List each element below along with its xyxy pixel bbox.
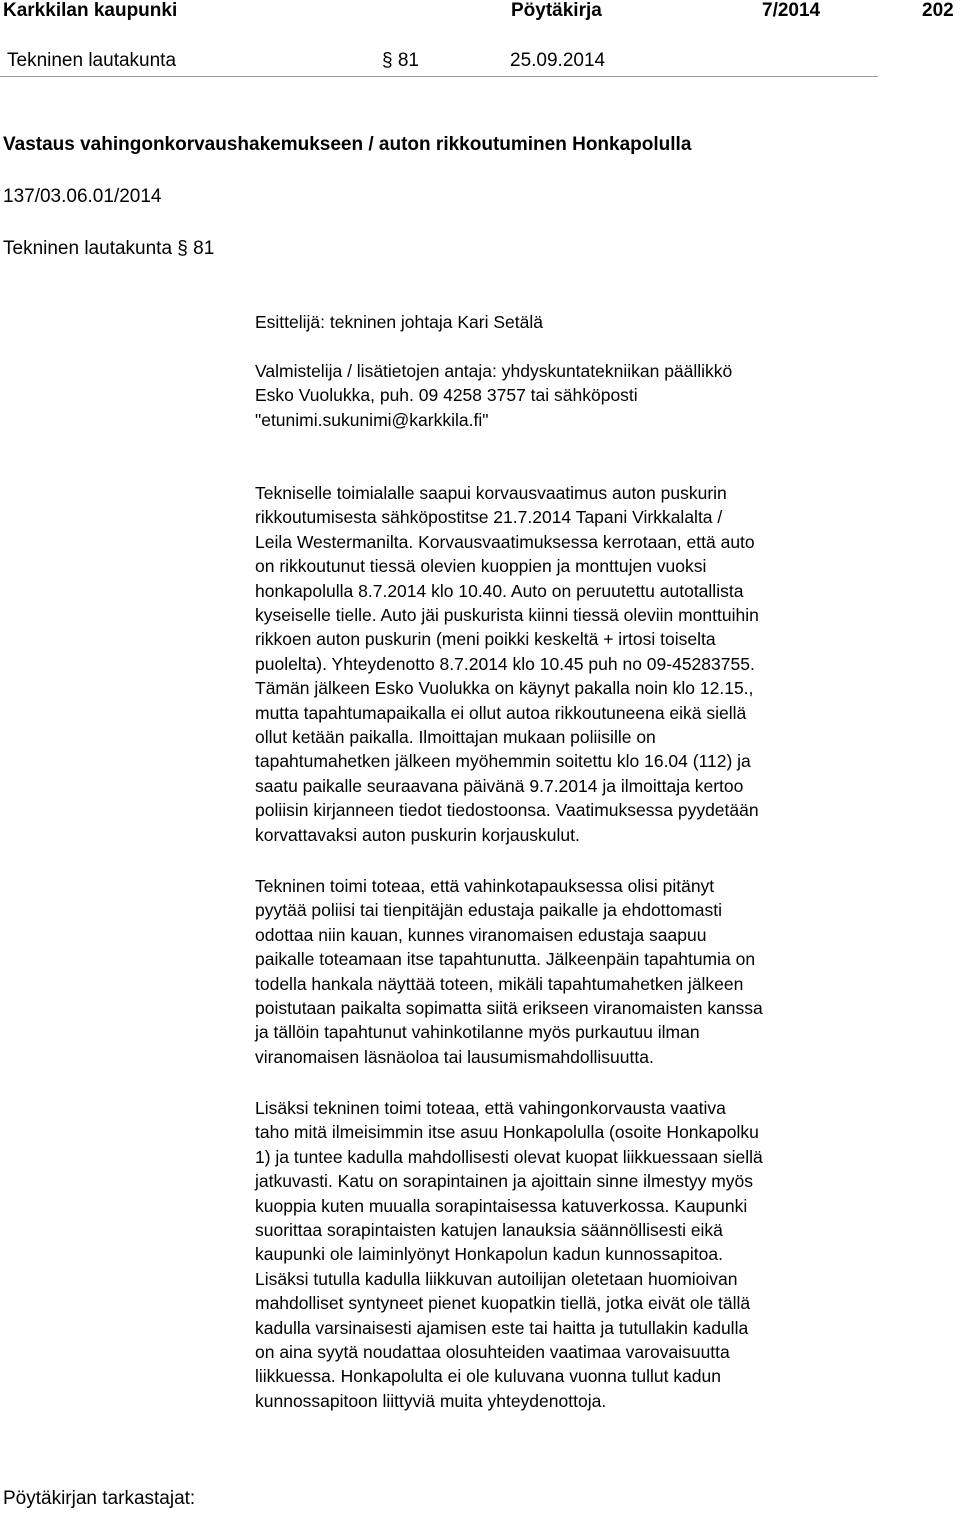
presenter-line: [255, 310, 877, 334]
paragraph-1-text: Tekniselle toimialalle saapui korvausvaatimus auton puskurin rikkoutumisesta sähköpostitse 21.7.2014 Tapani Virkkalalta / Leila Westermanilta. Korvausvaatimuksessa kerrotaan, että auto on rikkoutunut tiessä olevien kuoppien ja monttujen vuoksi honkapolulla 8.7.2014 klo 10.40. Auto on peruutettu autotallista kyseiselle tielle. Auto jäi puskurista kiinni tiessä oleviin monttuihin rikkoen auton puskurin (meni poikki keskeltä + irtosi toiselta puolelta). Yhteydenotto 8.7.2014 klo 10.45 puh no 09-45283755. Tämän jälkeen Esko Vuolukka on käynyt pakalla noin klo 12.15., mutta tapahtumapaikalla ei ollut autoa rikkoutuneena eikä siellä ollut ketään paikalla. Ilmoittajan mukaan poliisille on tapahtumahetken jälkeen myöhemmin soitettu klo 16.04 (112) ja saatu paikalle seuraavana päivänä 9.7.2014 ja ilmoittaja kertoo poliisin kirjanneen tiedot tiedostoonsa. Vaatimuksessa pyydetään korvattavaksi auton puskurin korjauskulut.: [255, 483, 759, 845]
meeting-date: 25.09.2014: [510, 50, 606, 71]
document-type: Pöytäkirja: [511, 0, 602, 21]
committee-name: Tekninen lautakunta: [7, 50, 177, 71]
paragraph-3-text: Lisäksi tekninen toimi toteaa, että vahingonkorvausta vaativa taho mitä ilmeisimmin itse asuu Honkapolulla (osoite Honkapolku 1) ja tuntee kadulla mahdollisesti olevat kuopat liikkuessaan siellä jatkuvasti. Katu on sorapintainen ja ajoittain sinne ilmestyy myös kuoppia kuten muualla sorapintaisessa katuverkossa. Kaupunki suorittaa sorapintaisten katujen lanauksia säännöllisesti eikä kaupunki ole laiminlyönyt Honkapolun kadun kunnossapitoa. Lisäksi tutulla kadulla liikkuvan autoilijan oletetaan huomioivan mahdolliset syntyneet pienet kuopatkin tiellä, jotka eivät ole tällä kadulla varsinaisesti ajamisen este tai haitta ja tutullakin kadulla on aina syytä noudattaa olosuhteiden vaatimaa varovaisuutta liikkuessa. Honkapolulta ei ole kuluvana vuonna tullut kadun kunnossapitoon liittyviä muita yhteydenottoja.: [255, 1098, 763, 1411]
section-number: § 81: [382, 50, 419, 71]
item-title: Vastaus vahingonkorvaushakemukseen / auton rikkoutuminen Honkapolulla: [3, 134, 692, 155]
presenter-text: Esittelijä: tekninen johtaja Kari Setälä: [255, 312, 543, 332]
document-number: 7/2014: [762, 0, 821, 21]
signatories-label: Pöytäkirjan tarkastajat:: [3, 1488, 196, 1509]
committee-section: Tekninen lautakunta § 81: [3, 238, 215, 259]
paragraph-additional: [255, 1096, 877, 1413]
page-number: 202: [922, 0, 954, 21]
preparer-block: [255, 359, 877, 432]
paragraph-claim: [255, 481, 877, 847]
header-divider: [0, 76, 878, 77]
organization-name: Karkkilan kaupunki: [3, 0, 178, 21]
paragraph-2-text: Tekninen toimi toteaa, että vahinkotapauksessa olisi pitänyt pyytää poliisi tai tienpitäjän edustaja paikalle ja ehdottomasti odottaa niin kauan, kunnes viranomaisen edustaja saapuu paikalle toteamaan itse tapahtunutta. Jälkeenpäin tapahtumia on todella hankala näyttää toteen, mikäli tapahtumahetken jälkeen poistutaan paikalta sopimatta siitä erikseen viranomaisten kanssa ja tällöin tapahtunut vahinkotilanne myös purkautuu ilman viranomaisen läsnäoloa tai lausumismahdollisuutta.: [255, 876, 763, 1067]
paragraph-statement: [255, 874, 877, 1069]
record-number: 137/03.06.01/2014: [3, 186, 162, 207]
preparer-text: Valmistelija / lisätietojen antaja: yhdyskuntatekniikan päällikkö Esko Vuolukka, puh. 09 4258 3757 tai sähköposti "etunimi.sukunimi@karkkila.fi": [255, 361, 733, 430]
